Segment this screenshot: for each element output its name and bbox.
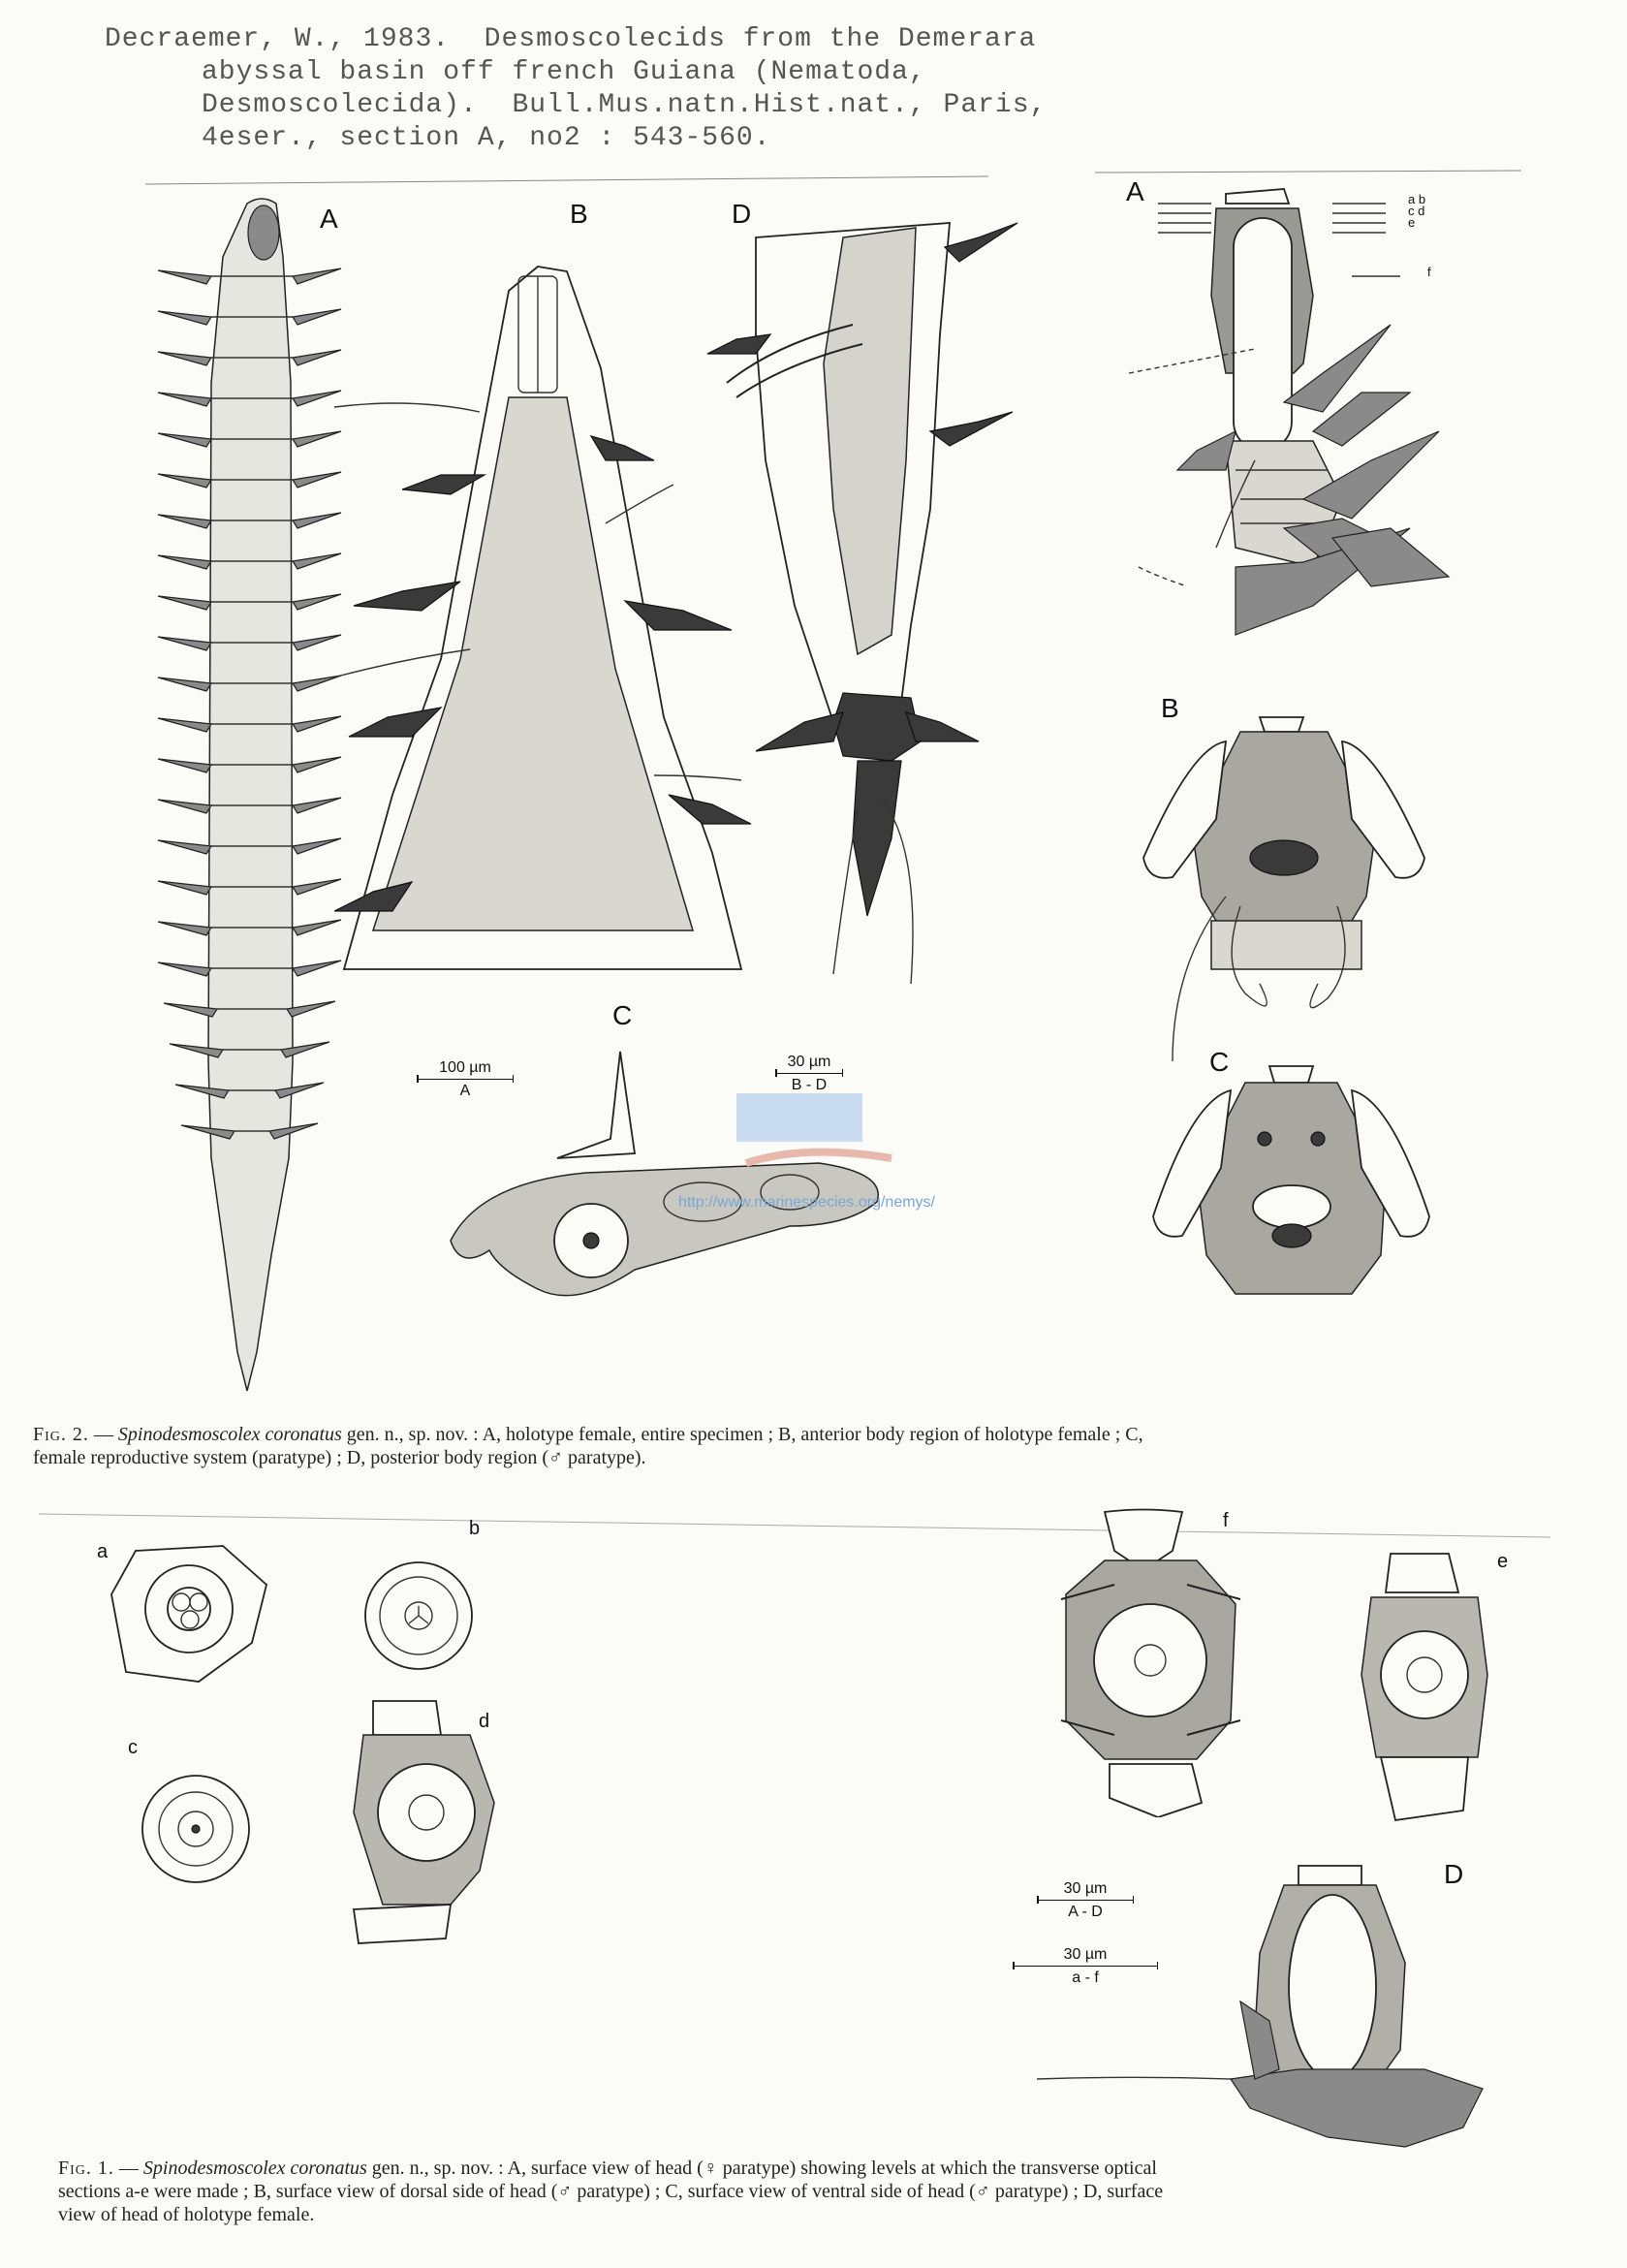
fig1-scale-af-value: 30 µm <box>1063 1946 1108 1963</box>
section-label-d: d <box>479 1711 490 1732</box>
body-spine <box>158 881 211 895</box>
fig1-caption <box>58 2157 1187 2226</box>
citation-line-4: 4eser., section A, no2 : 543-560. <box>202 123 771 153</box>
fig1-section-d <box>344 1696 509 1948</box>
level-e: e <box>1408 215 1416 230</box>
level-a: a <box>1408 192 1416 206</box>
body-spine <box>158 718 211 732</box>
level-b: b <box>1418 192 1426 206</box>
fig2-d-posterior-region <box>698 218 1027 1013</box>
body-spine <box>158 270 211 284</box>
fig2-caption-text: gen. n., sp. nov. : A, holotype female, entire specimen ; B, anterior body region of holotype female ; C, female reproductive system (paratype) ; D, posterior body region (♂ paratype). <box>33 1424 1143 1468</box>
body-spine <box>158 311 211 325</box>
fig2-caption-dash: — <box>93 1424 113 1445</box>
body-spine <box>158 596 211 610</box>
body-spine <box>287 1001 335 1017</box>
fig1-b-dorsal-head <box>1134 712 1463 1061</box>
fig1-c-ventral-head <box>1139 1061 1468 1313</box>
fig2-label-d: D <box>732 199 752 229</box>
fig2-scale-bd-value: 30 µm <box>787 1054 831 1070</box>
fig1-section-c <box>136 1769 262 1895</box>
body-spine <box>158 433 211 447</box>
body-spine <box>158 352 211 365</box>
watermark-url: http://www.marinespecies.org/nemys/ <box>678 1194 935 1211</box>
body-spine <box>158 515 211 528</box>
fig1-a-head-surface <box>1119 179 1546 645</box>
fig2-scale-bd-panel: B - D <box>791 1077 828 1093</box>
fig1-d-holotype-head <box>1037 1856 1502 2186</box>
fig1-section-a <box>107 1536 271 1691</box>
fig2-scale-a <box>412 1059 518 1100</box>
fig1-scale-ad-value: 30 µm <box>1063 1880 1108 1897</box>
level-c: c <box>1408 204 1415 218</box>
fig2-scale-a-panel: A <box>459 1083 471 1099</box>
fig1-label-c: C <box>1209 1047 1230 1077</box>
body-spine <box>158 840 211 854</box>
fig1-section-e <box>1352 1549 1497 1830</box>
fig2-scale-bd <box>756 1054 862 1094</box>
fig2-scale-a-value: 100 µm <box>439 1059 491 1076</box>
fig1-scale-ad-panel: A - D <box>1068 1904 1103 1920</box>
body-spine <box>158 677 211 691</box>
body-spine <box>158 759 211 772</box>
section-label-c: c <box>128 1737 138 1758</box>
fig1-section-f <box>1056 1507 1250 1817</box>
fig1-caption-text: gen. n., sp. nov. : A, surface view of head (♀ paratype) showing levels at which the transverse optical sections a-e were made ; B, surface view of dorsal side of head (♂ paratype) ; C, surface view of ventral side of head (♂ paratype) ; D, surface view of head of holotype female. <box>58 2158 1164 2225</box>
fig1-scale-af-panel: a - f <box>1072 1969 1099 1986</box>
fig2-caption <box>33 1423 1196 1469</box>
fig2-label-c: C <box>612 1000 633 1030</box>
body-spine <box>158 800 211 813</box>
fig2-label-a: A <box>320 204 338 234</box>
fig1-caption-number: Fig. 1. <box>58 2158 114 2179</box>
citation-line-3: Desmoscolecida). Bull.Mus.natn.Hist.nat., Paris, <box>202 90 1048 120</box>
level-f: f <box>1427 265 1431 279</box>
section-label-a: a <box>97 1541 109 1562</box>
body-spine <box>158 922 211 935</box>
section-label-b: b <box>469 1518 481 1539</box>
section-label-f: f <box>1223 1510 1229 1531</box>
body-spine <box>158 637 211 650</box>
section-label-e: e <box>1497 1551 1509 1572</box>
fig1-caption-species: Spinodesmoscolex coronatus <box>142 2158 367 2179</box>
citation-line-2: abyssal basin off french Guiana (Nematoda, <box>202 57 926 87</box>
body-spine <box>158 962 211 976</box>
fig1-label-a: A <box>1126 176 1144 206</box>
fig1-level-labels <box>1408 194 1425 229</box>
fig1-section-b <box>359 1556 485 1682</box>
citation-line-1: Decraemer, W., 1983. Desmoscolecids from the Demerara <box>105 24 1037 54</box>
fig1-caption-dash: — <box>118 2158 139 2179</box>
fig2-caption-number: Fig. 2. <box>33 1424 89 1445</box>
body-spine <box>158 393 211 406</box>
fig2-label-b: B <box>570 199 588 229</box>
body-spine <box>158 555 211 569</box>
body-spine <box>158 474 211 488</box>
level-d: d <box>1418 204 1425 218</box>
fig2-caption-species: Spinodesmoscolex coronatus <box>117 1424 342 1445</box>
fig1-label-d: D <box>1444 1859 1464 1889</box>
fig1-label-b: B <box>1161 693 1179 723</box>
